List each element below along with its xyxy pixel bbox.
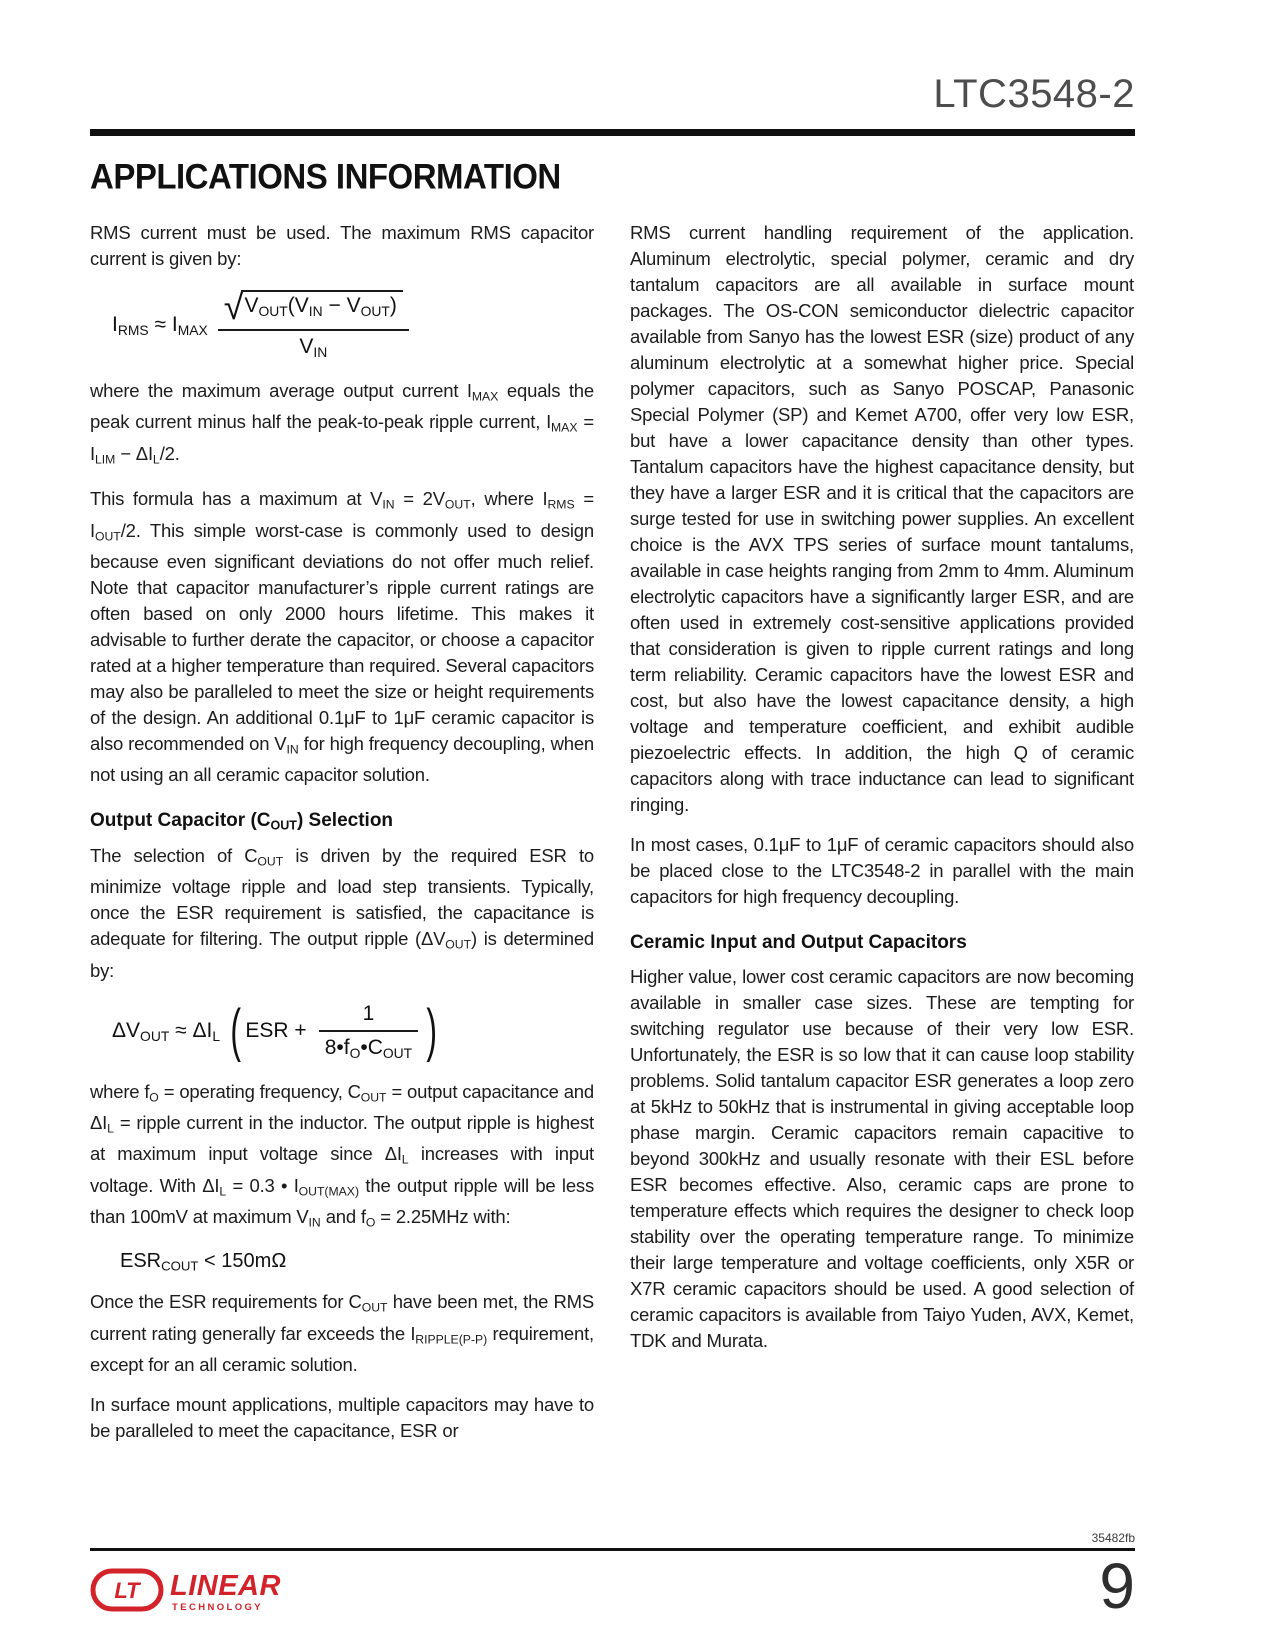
formula-lhs: $\Delta V_{OUT} \approx \Delta I_L$ (112, 1018, 221, 1044)
subheading-ceramic-capacitors: Ceramic Input and Output Capacitors (630, 932, 967, 953)
subheading-output-capacitor: Output Capacitor $(C_{OUT})$ Selection (90, 810, 394, 833)
paragraph: In surface mount applications, multiple capacitors may have to be paralleled to meet the capacitance, ESR or (90, 1394, 594, 1442)
radical-sign: √ (223, 286, 244, 327)
formula-term: ESR + (245, 1019, 307, 1043)
denominator: $V_{IN}$ (218, 329, 409, 360)
paragraph: Once the ESR requirements for $C_{OUT}$ have been met, the RMS current rating generally far exceeds the $I_{RIPPLE(P-P)}$ requirement, except for an all ceramic solution. (90, 1291, 594, 1376)
paragraph: where $f_O$ = operating frequency, $C_{OUT}$ = output capacitance and $\Delta I_L$ = ripple current in the inductor. The output ripple is highest at maximum input voltage since $\Delta I_L$ increases with input voltage. With $\Delta I_L = 0.3$ • $I_{OUT(MAX)}$ the output ripple will be less than 100mV at maximum $V_{IN}$ and $f_O = 2.25MHz$ with: (90, 1080, 595, 1230)
svg-text:LT: LT (114, 1578, 140, 1603)
square-root (223, 286, 403, 327)
two-column-body (90, 220, 1135, 1458)
fraction (218, 286, 409, 360)
formula-lhs: $I_{RMS} \approx I_{MAX}$ (112, 312, 208, 338)
lt-logo-icon (90, 1568, 164, 1612)
formula-output-ripple: $\Delta V_{OUT} \approx \Delta I_L$ ( ESR + $\frac{1}{8•f_O•C_{OUT}}$ ) (112, 998, 438, 1064)
numerator: 1 (362, 1001, 375, 1025)
fraction (319, 1002, 418, 1061)
section-title: APPLICATIONS INFORMATION (90, 156, 561, 196)
doc-code: 35482fb (1091, 1530, 1135, 1545)
linear-technology-logo (90, 1568, 281, 1612)
logo-sub-text: TECHNOLOGY (172, 1601, 264, 1613)
paragraph: RMS current handling requirement of the application. Aluminum electrolytic, special polymer, ceramic and dry tantalum capacitors are all available in surface mount packages. The OS-CON semiconductor dielectric capacitor available from Sanyo has the lowest ESR (size) product of any aluminum electrolytic at a somewhat higher price. Special polymer capacitors, such as Sanyo POSCAP, Panasonic Special Polymer (SP) and Kemet A700, offer very low ESR, but have a lower capacitance density than other types. Tantalum capacitors have the highest capacitance density, but they have a larger ESR and it is critical that the capacitors are surge tested for use in switching power supplies. An excellent choice is the AVX TPS series of surface mount tantalums, available in case heights ranging from 2mm to 4mm. Aluminum electrolytic capacitors have a significantly larger ESR, and are often used in extremely cost-sensitive applications provided that consideration is given to ripple current ratings and long term reliability. Ceramic capacitors have the lowest ESR and cost, but also have the lowest capacitance density, a high voltage and temperature coefficient, and exhibit audible piezoelectric effects. In addition, the high Q of ceramic capacitors along with trace inductance can lead to significant ringing. (630, 222, 1134, 815)
column-right (630, 220, 1134, 1458)
page-number: 9 (1099, 1549, 1135, 1622)
logo-brand-text: LINEAR (170, 1569, 281, 1602)
column-left (90, 220, 594, 1458)
header-rule (90, 129, 1135, 136)
formula-irms (112, 286, 594, 360)
radicand: $V_{OUT}(V_{IN} - V_{OUT})$ (241, 290, 403, 319)
paragraph: Higher value, lower cost ceramic capacitors are now becoming available in smaller case sizes. These are tempting for switching regulator use because of their very low ESR. Unfortunately, the ESR is so low that it can cause loop stability problems. Solid tantalum capacitor ESR generates a loop zero at 5kHz to 50kHz that is instrumental in giving acceptable loop phase margin. Ceramic capacitors remain capacitive to beyond 300kHz and usually resonate with their ESL before ESR becomes effective. Also, ceramic caps are prone to temperature effects which requires the designer to check loop stability over the operating temperature range. To minimize their large temperature and voltage coefficients, only X5R or X7R ceramic capacitors should be used. A good selection of ceramic capacitors is available from Taiyo Yuden, AVX, Kemet, TDK and Murata. (630, 966, 1134, 1351)
part-number: LTC3548-2 (933, 72, 1135, 116)
formula-esr-limit: $ESR_{COUT} < 150m\Omega$ (120, 1249, 287, 1274)
paragraph: The selection of $C_{OUT}$ is driven by the required ESR to minimize voltage ripple and load step transients. Typically, once the ESR requirement is satisfied, the capacitance is adequate for filtering. The output ripple $(\Delta V_{OUT})$ is determined by: (90, 844, 595, 981)
paragraph: where the maximum average output current $I_{MAX}$ equals the peak current minus half the peak-to-peak ripple current, $I_{MAX} = I_{LIM} - \Delta I_L/2$. (90, 379, 594, 467)
page-footer (90, 1530, 1135, 1622)
paragraph: In most cases, 0.1μF to 1μF of ceramic capacitors should also be placed close to the LTC3548-2 in parallel with the main capacitors for high frequency decoupling. (630, 834, 1134, 907)
paragraph: RMS current must be used. The maximum RMS capacitor current is given by: (90, 222, 594, 269)
paragraph: This formula has a maximum at $V_{IN} = 2V_{OUT}$, where $I_{RMS} = I_{OUT}/2$. This simple worst-case is commonly used to design because even significant deviations do not offer much relief. Note that capacitor manufacturer’s ripple current ratings are often based on only 2000 hours lifetime. This makes it advisable to further derate the capacitor, or choose a capacitor rated at a higher temperature than required. Several capacitors may also be paralleled to meet the size or height requirements of the design. An additional 0.1μF to 1μF ceramic capacitor is also recommended on $V_{IN}$ for high frequency decoupling, when not using an all ceramic capacitor solution. (90, 488, 594, 786)
denominator: $8•f_O•C_{OUT}$ (319, 1030, 418, 1061)
